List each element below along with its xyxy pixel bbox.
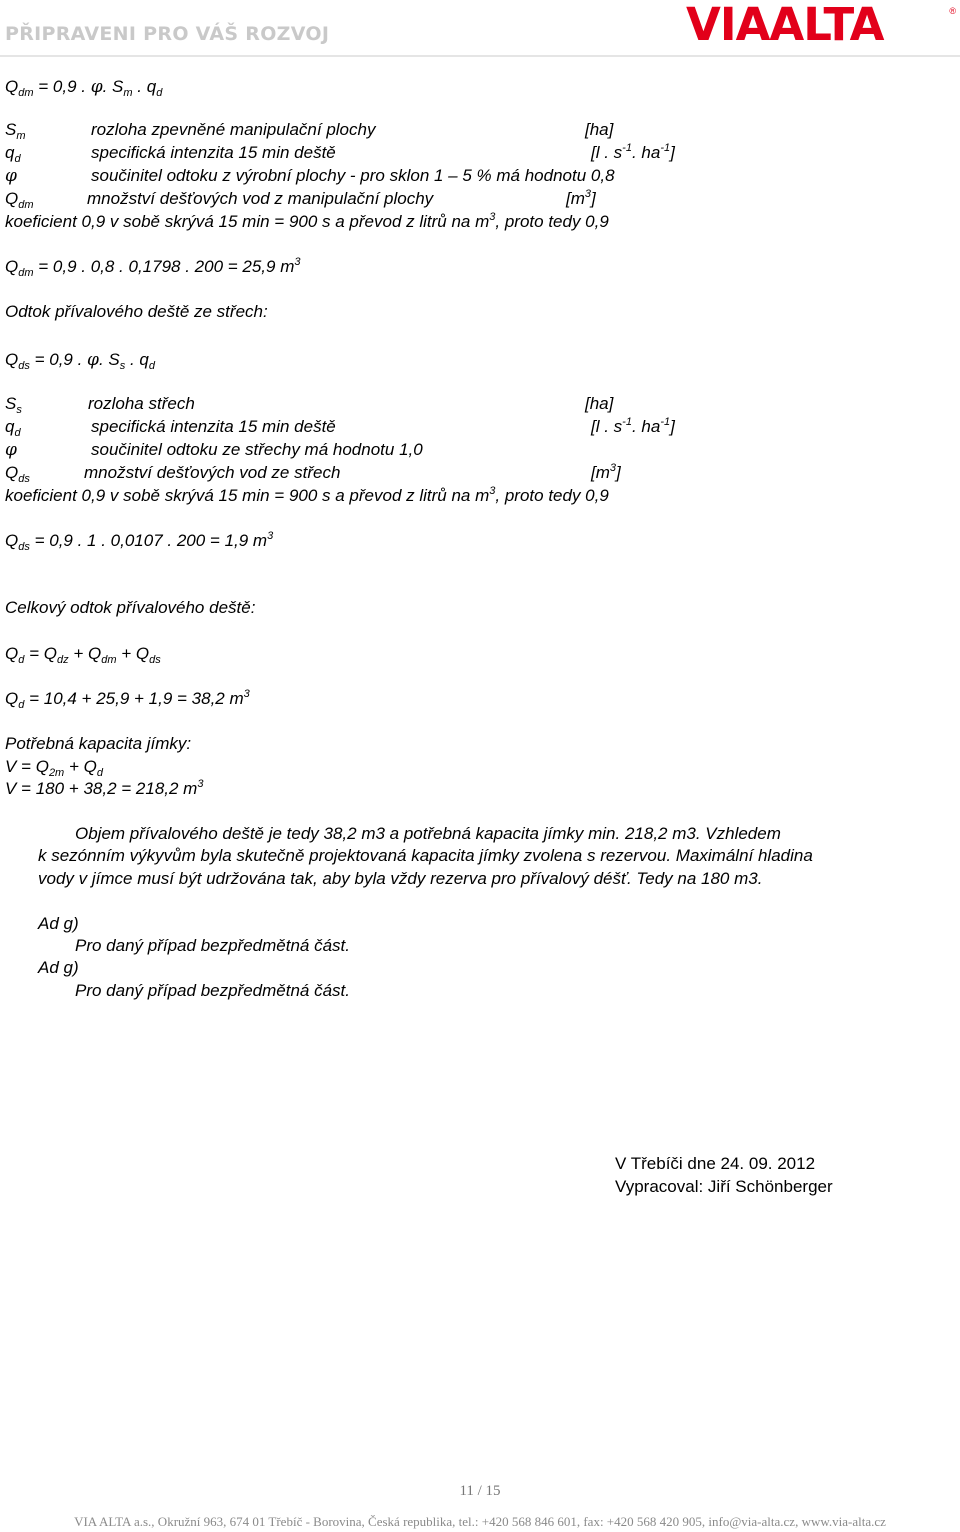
ad-label: Ad g) bbox=[38, 914, 79, 933]
result-qds: $Q_{ds} = 0,9$ . 1 . 0,0107 . 200 = 1,9 $m^3$ bbox=[5, 530, 274, 553]
def-symbol: $Q_{dm}$ bbox=[5, 189, 34, 211]
def-symbol: $Q_{ds}$ bbox=[5, 463, 30, 485]
def-unit: [ha] bbox=[585, 394, 614, 413]
def-symbol: $q_d$ bbox=[5, 417, 21, 439]
def-symbol: $S_m$ bbox=[5, 120, 26, 142]
def-desc: součinitel odtoku z výrobní plochy - pro sklon 1 – 5 % má hodnotu 0,8 bbox=[91, 166, 615, 185]
ad-text: Pro daný případ bezpředmětná část. bbox=[75, 936, 350, 955]
registered-mark: ® bbox=[949, 6, 956, 16]
author: Vypracoval: Jiří Schönberger bbox=[615, 1177, 833, 1196]
ad-label: Ad g) bbox=[38, 958, 79, 977]
formula-qd: $Q_d = Q_{dz} + Q_{dm} + Q_{ds}$ bbox=[5, 644, 161, 666]
summary-line: Objem přívalového deště je tedy 38,2 m3 a potřebná kapacita jímky min. 218,2 m3. Vzhledem bbox=[75, 824, 781, 843]
def-desc: množství dešťových vod z manipulační plochy bbox=[87, 189, 434, 208]
footer-contact: VIA ALTA a.s., Okružní 963, 674 01 Třebíč - Borovina, Česká republika, tel.: +420 568 846 601, fax: +420 568 420 905, info@via-alta.cz, www.via-alta.cz bbox=[74, 1514, 886, 1529]
summary-line: vody v jímce musí být udržována tak, aby byla vždy rezerva pro přívalový déšť. Tedy na 180 m3. bbox=[38, 869, 763, 888]
logo-text: VIAALTA bbox=[686, 0, 884, 51]
def-desc: specifická intenzita 15 min deště bbox=[91, 143, 336, 162]
place-date: V Třebíči dne 24. 09. 2012 bbox=[615, 1154, 816, 1173]
def-symbol: $S_s$ bbox=[5, 394, 22, 416]
result-qdm: $Q_{dm} = 0,9$ . 0,8 . 0,1798 . 200 = 25,9 $m^3$ bbox=[5, 256, 301, 279]
def-unit: [ha] bbox=[585, 120, 614, 139]
summary-line: k sezónním výkyvům byla skutečně projektovaná kapacita jímky zvolena s rezervou. Maximální hladina bbox=[38, 846, 813, 865]
def-unit: $[m^3]$ bbox=[566, 188, 596, 208]
company-logo bbox=[686, 0, 956, 51]
section-heading: Odtok přívalového deště ze střech: bbox=[5, 302, 268, 321]
capacity-formula: $V = Q_{2m} + Q_d$ bbox=[5, 757, 103, 779]
header-tagline: PŘIPRAVENI PRO VÁŠ ROZVOJ bbox=[5, 23, 330, 45]
phi-symbol: φ bbox=[5, 440, 17, 460]
def-unit: [l . $s^{-1}$. $ha^{-1}$] bbox=[591, 416, 675, 436]
ad-text: Pro daný případ bezpředmětná část. bbox=[75, 981, 350, 1000]
def-desc: rozloha střech bbox=[88, 394, 195, 413]
coefficient-note: koeficient 0,9 v sobě skrývá 15 min = 900 s a převod z litrů na $m^3$, proto tedy 0,9 bbox=[5, 211, 609, 231]
formula-qdm: $Q_{dm} = 0,9$ . φ. $S_m$ . $q_d$ bbox=[5, 77, 163, 99]
def-unit: [l . $s^{-1}$. $ha^{-1}$] bbox=[591, 142, 675, 162]
capacity-heading: Potřebná kapacita jímky: bbox=[5, 734, 192, 753]
def-desc: rozloha zpevněné manipulační plochy bbox=[91, 120, 376, 139]
header-rule bbox=[0, 55, 960, 57]
result-qd: $Q_d = 10,4 + 25,9 + 1,9 = 38,2$ $m^3$ bbox=[5, 688, 250, 711]
coefficient-note: koeficient 0,9 v sobě skrývá 15 min = 900 s a převod z litrů na $m^3$, proto tedy 0,9 bbox=[5, 485, 609, 505]
section-heading: Celkový odtok přívalového deště: bbox=[5, 598, 256, 617]
capacity-result: V = 180 + 38,2 = 218,2 $m^3$ bbox=[5, 778, 204, 798]
def-desc: množství dešťových vod ze střech bbox=[84, 463, 341, 482]
phi-symbol: φ bbox=[5, 166, 17, 186]
def-symbol: $q_d$ bbox=[5, 143, 21, 165]
def-unit: $[m^3]$ bbox=[591, 462, 621, 482]
page-number: 11 / 15 bbox=[459, 1483, 501, 1499]
def-desc: specifická intenzita 15 min deště bbox=[91, 417, 336, 436]
def-desc: součinitel odtoku ze střechy má hodnotu 1,0 bbox=[91, 440, 423, 459]
formula-qds: $Q_{ds} = 0,9$ . φ. $S_s$ . $q_d$ bbox=[5, 350, 155, 372]
